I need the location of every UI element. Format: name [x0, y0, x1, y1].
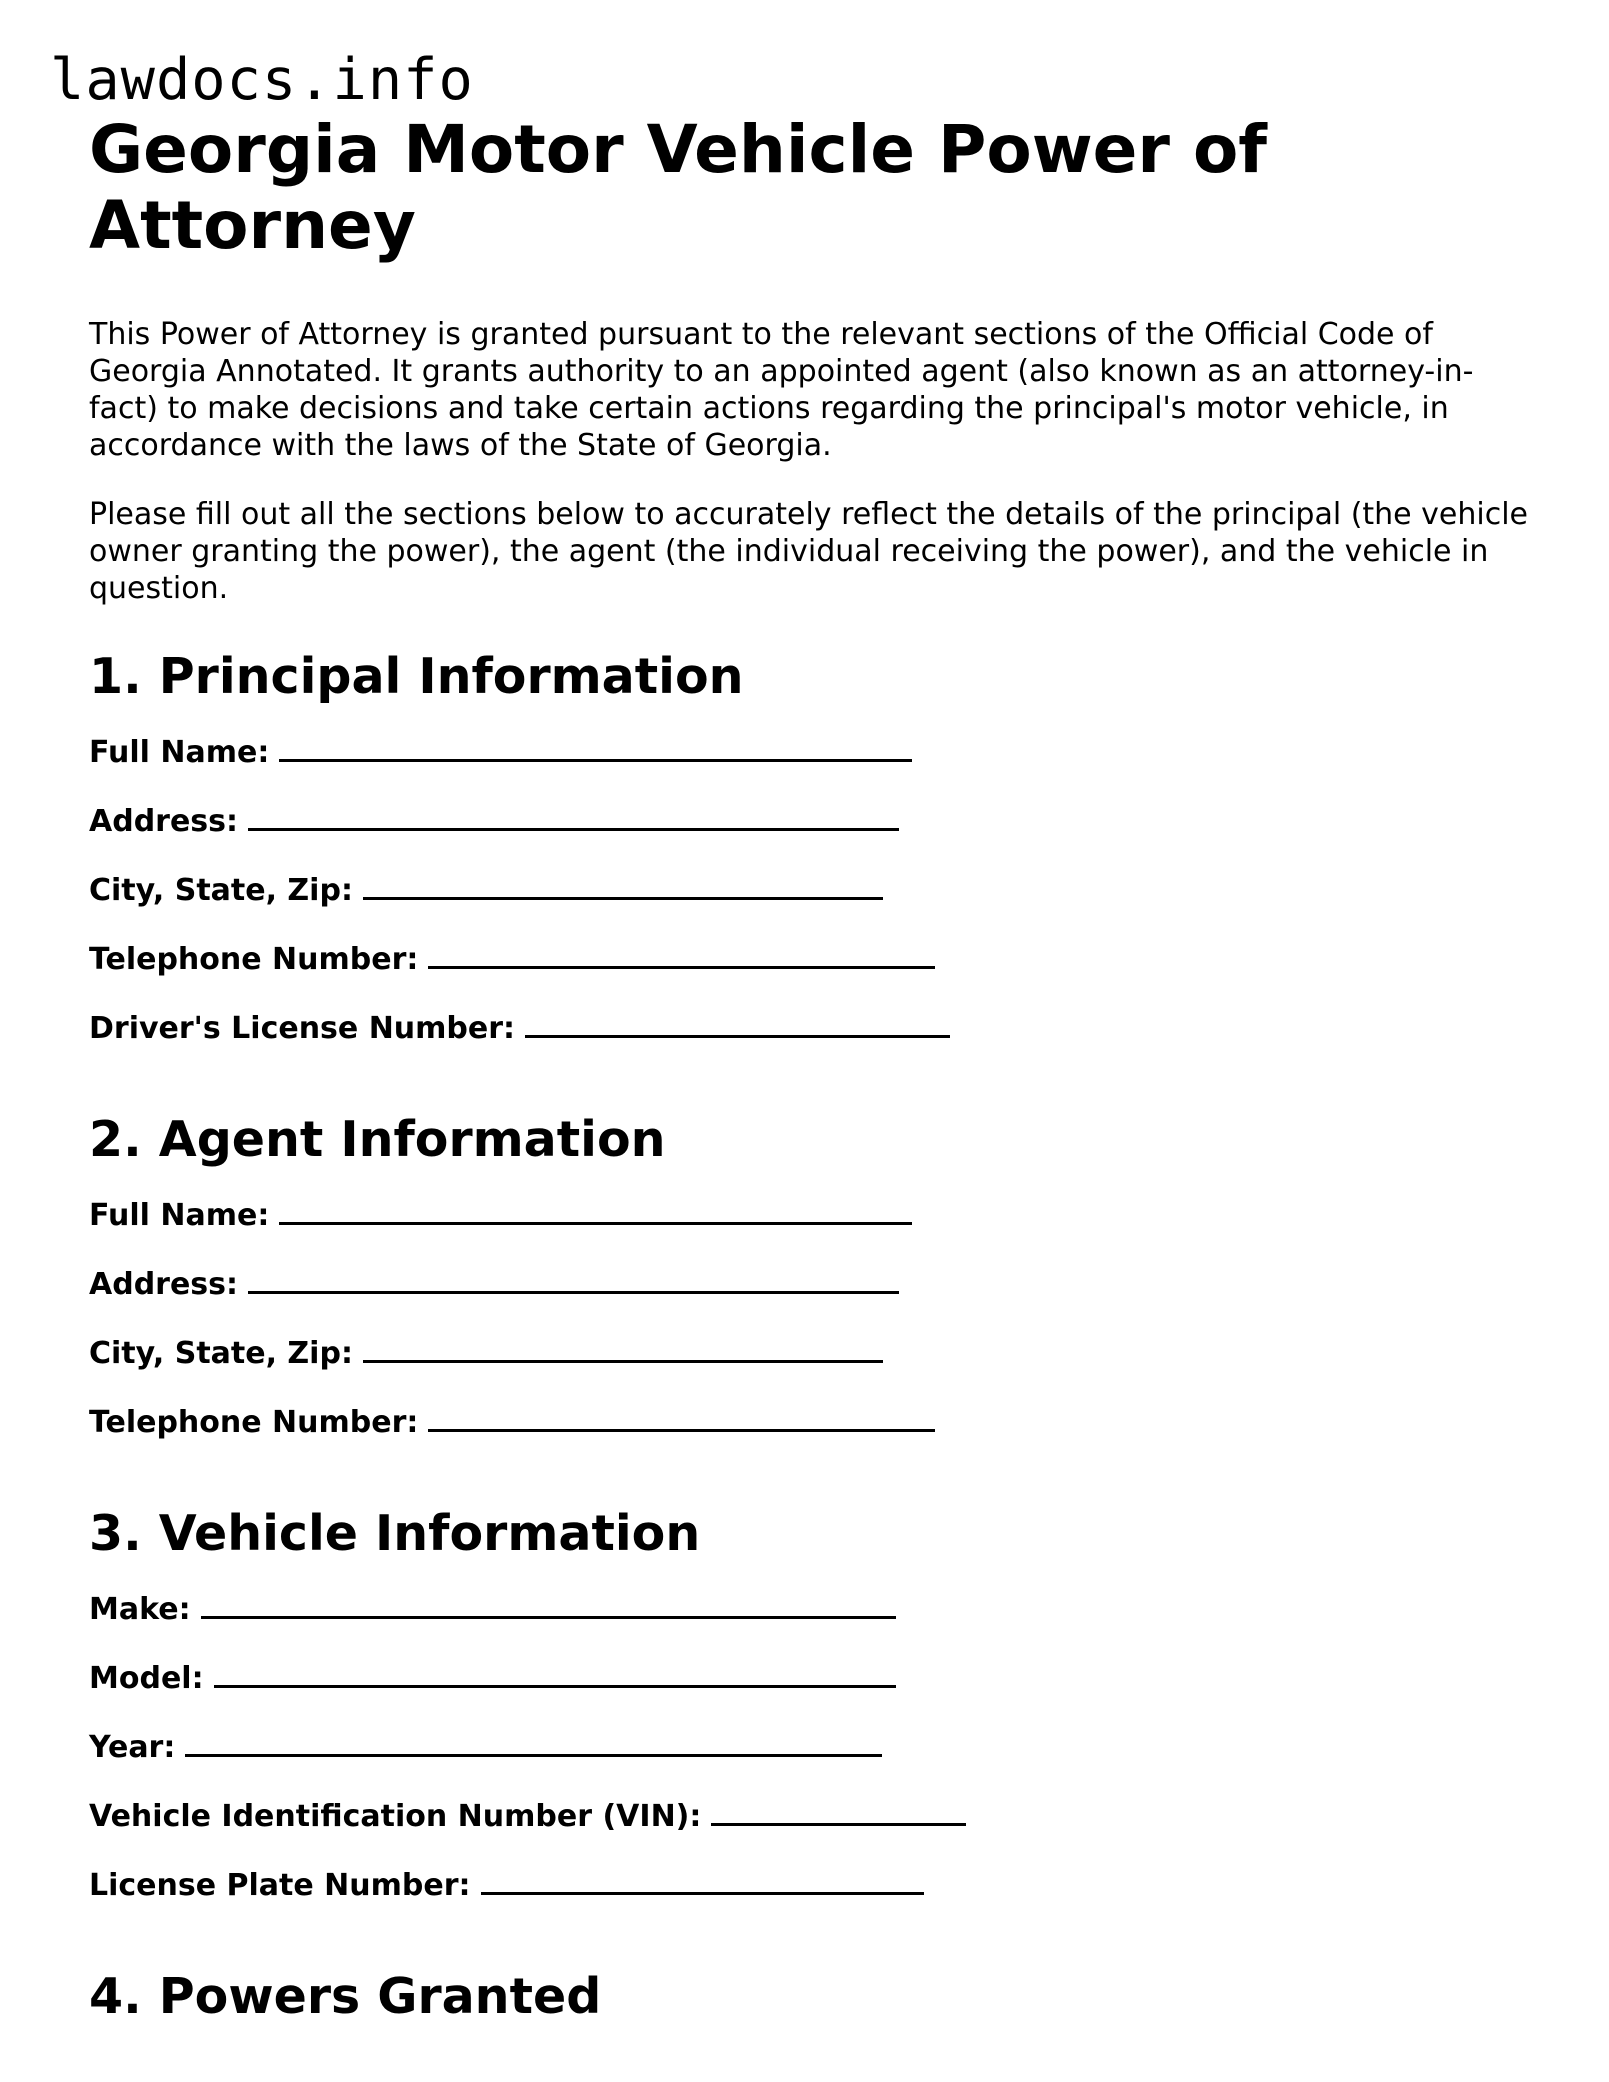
agent-address-row — [89, 1265, 1539, 1334]
agent-heading: 2. Agent Information — [89, 1111, 666, 1168]
principal-address-field[interactable] — [248, 802, 899, 831]
field-label: Year: — [89, 1730, 176, 1765]
principal-full-name-field[interactable] — [279, 733, 912, 762]
agent-telephone-row — [89, 1403, 1539, 1472]
vehicle-license-plate-field[interactable] — [481, 1866, 924, 1895]
vehicle-make-row — [89, 1590, 1539, 1659]
field-label: Telephone Number: — [89, 942, 419, 977]
vehicle-model-row — [89, 1659, 1539, 1728]
vehicle-make-field[interactable] — [201, 1590, 896, 1619]
vehicle-vin-field[interactable] — [711, 1797, 966, 1826]
field-label: Full Name: — [89, 1198, 270, 1233]
vehicle-year-field[interactable] — [185, 1728, 882, 1757]
field-label: Model: — [89, 1661, 204, 1696]
agent-full-name-field[interactable] — [279, 1196, 912, 1225]
field-label: Vehicle Identification Number (VIN): — [89, 1799, 702, 1834]
principal-telephone-field[interactable] — [428, 940, 935, 969]
field-label: Telephone Number: — [89, 1405, 419, 1440]
agent-city-state-zip-row — [89, 1334, 1539, 1403]
instructions-paragraph: Please fill out all the sections below to accurately reflect the details of the principal (the vehicle owner granting the power), the agent (the individual receiving the power), and the vehicle in question. — [89, 497, 1529, 606]
field-label: Make: — [89, 1592, 191, 1627]
field-label: City, State, Zip: — [89, 1336, 353, 1371]
vehicle-vin-row — [89, 1797, 1539, 1866]
powers-section — [89, 1969, 1539, 2025]
field-label: Address: — [89, 1267, 239, 1302]
principal-city-state-zip-field[interactable] — [363, 871, 883, 900]
document-body — [89, 112, 1539, 2025]
field-label: City, State, Zip: — [89, 873, 353, 908]
principal-drivers-license-row — [89, 1009, 1539, 1078]
field-label: Driver's License Number: — [89, 1011, 516, 1046]
agent-city-state-zip-field[interactable] — [363, 1334, 883, 1363]
principal-full-name-row — [89, 733, 1539, 802]
field-label: Address: — [89, 804, 239, 839]
powers-heading: 4. Powers Granted — [89, 1968, 602, 2025]
vehicle-model-field[interactable] — [214, 1659, 896, 1688]
field-label: Full Name: — [89, 735, 270, 770]
vehicle-heading: 3. Vehicle Information — [89, 1505, 701, 1562]
document-title: Georgia Motor Vehicle Power of Attorney — [89, 111, 1268, 264]
principal-section — [89, 649, 1539, 1078]
principal-telephone-row — [89, 940, 1539, 1009]
principal-drivers-license-field[interactable] — [525, 1009, 950, 1038]
intro-paragraph: This Power of Attorney is granted pursuant to the relevant sections of the Official Code of Georgia Annotated. It grants authority to an appointed agent (also known as an attorney-in-fact) to make decisions and take certain actions regarding the principal's motor vehicle, in accordance with the laws of the State of Georgia. — [89, 317, 1474, 463]
agent-section — [89, 1112, 1539, 1472]
principal-city-state-zip-row — [89, 871, 1539, 940]
watermark: lawdocs.info — [50, 47, 474, 113]
vehicle-license-plate-row — [89, 1866, 1539, 1935]
principal-heading: 1. Principal Information — [89, 648, 744, 705]
agent-full-name-row — [89, 1196, 1539, 1265]
agent-telephone-field[interactable] — [428, 1403, 935, 1432]
field-label: License Plate Number: — [89, 1868, 471, 1903]
vehicle-year-row — [89, 1728, 1539, 1797]
principal-address-row — [89, 802, 1539, 871]
agent-address-field[interactable] — [248, 1265, 899, 1294]
vehicle-section — [89, 1506, 1539, 1935]
